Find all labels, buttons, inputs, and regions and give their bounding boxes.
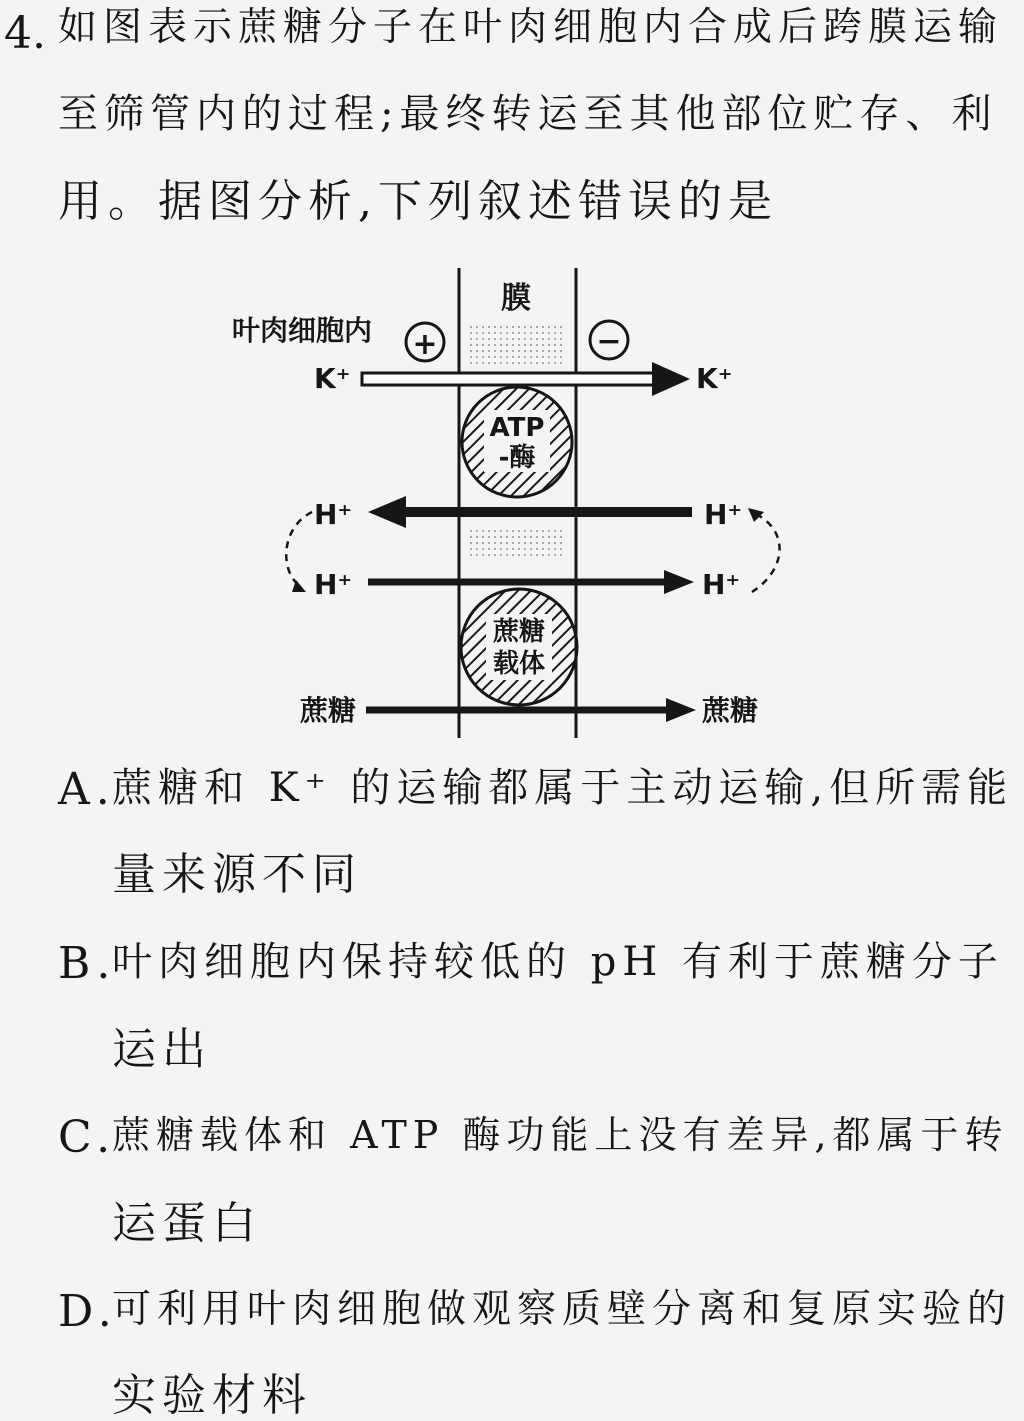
lipid-stipple-top [470, 325, 566, 365]
option-c-line-1: 蔗糖载体和 ATP 酶功能上没有差异,都属于转 [112, 1113, 1009, 1157]
svg-text:载体: 载体 [492, 649, 546, 679]
atpase-protein [462, 387, 572, 497]
h-ion-bottom-right-label: H⁺ [702, 568, 741, 601]
option-c-letter: C. [58, 1112, 117, 1163]
sucrose-carrier-protein [461, 589, 577, 705]
option-b-letter: B. [58, 938, 117, 989]
svg-text:+: + [412, 327, 438, 362]
sucrose-arrowhead [666, 698, 696, 722]
h-ion-top-right-label: H⁺ [704, 498, 743, 531]
svg-text:−: − [596, 324, 622, 359]
svg-text:蔗糖: 蔗糖 [492, 617, 546, 647]
k-ion-left-label: K⁺ [314, 362, 351, 395]
k-ion-right-label: K⁺ [696, 362, 733, 395]
question-stem-line-2: 至筛管内的过程;最终转运至其他部位贮存、利 [58, 91, 998, 137]
h-ion-bottom-left-label: H⁺ [314, 568, 353, 601]
negative-charge-icon [590, 321, 628, 359]
k-ion-channel [362, 373, 658, 385]
option-b-line-1: 叶肉细胞内保持较低的 pH 有利于蔗糖分子 [112, 939, 1004, 985]
h-ion-outward-arrowhead [664, 570, 694, 594]
k-ion-arrowhead [652, 362, 690, 396]
mesophyll-inside-label: 叶肉细胞内 [232, 314, 373, 347]
positive-charge-icon [406, 323, 444, 362]
option-c-line-2: 运蛋白 [112, 1198, 262, 1249]
question-number: 4. [4, 8, 46, 59]
option-a-line-2: 量来源不同 [112, 849, 362, 900]
sucrose-right-label: 蔗糖 [702, 694, 759, 727]
h-ion-inward-arrowhead [368, 496, 406, 528]
option-a-letter: A. [58, 764, 116, 815]
option-b-line-2: 运出 [112, 1024, 212, 1075]
svg-text:ATP: ATP [489, 413, 545, 443]
option-a-line-1: 蔗糖和 K⁺ 的运输都属于主动运输,但所需能 [112, 765, 1014, 811]
lipid-stipple-middle [470, 530, 566, 560]
option-d-line-1: 可利用叶肉细胞做观察质壁分离和复原实验的 [112, 1287, 1013, 1332]
option-d-line-2: 实验材料 [112, 1370, 312, 1421]
h-ion-right-cycle-arc [752, 514, 780, 592]
h-ion-left-cycle-arc [286, 512, 312, 586]
sucrose-left-label: 蔗糖 [300, 694, 357, 727]
h-ion-top-left-label: H⁺ [314, 498, 353, 531]
membrane-label: 膜 [501, 281, 531, 316]
svg-text:-酶: -酶 [498, 443, 536, 473]
option-d-letter: D. [58, 1286, 118, 1337]
question-stem-line-3: 用。据图分析,下列叙述错误的是 [58, 176, 778, 227]
question-stem-line-1: 如图表示蔗糖分子在叶肉细胞内合成后跨膜运输 [58, 5, 1004, 50]
